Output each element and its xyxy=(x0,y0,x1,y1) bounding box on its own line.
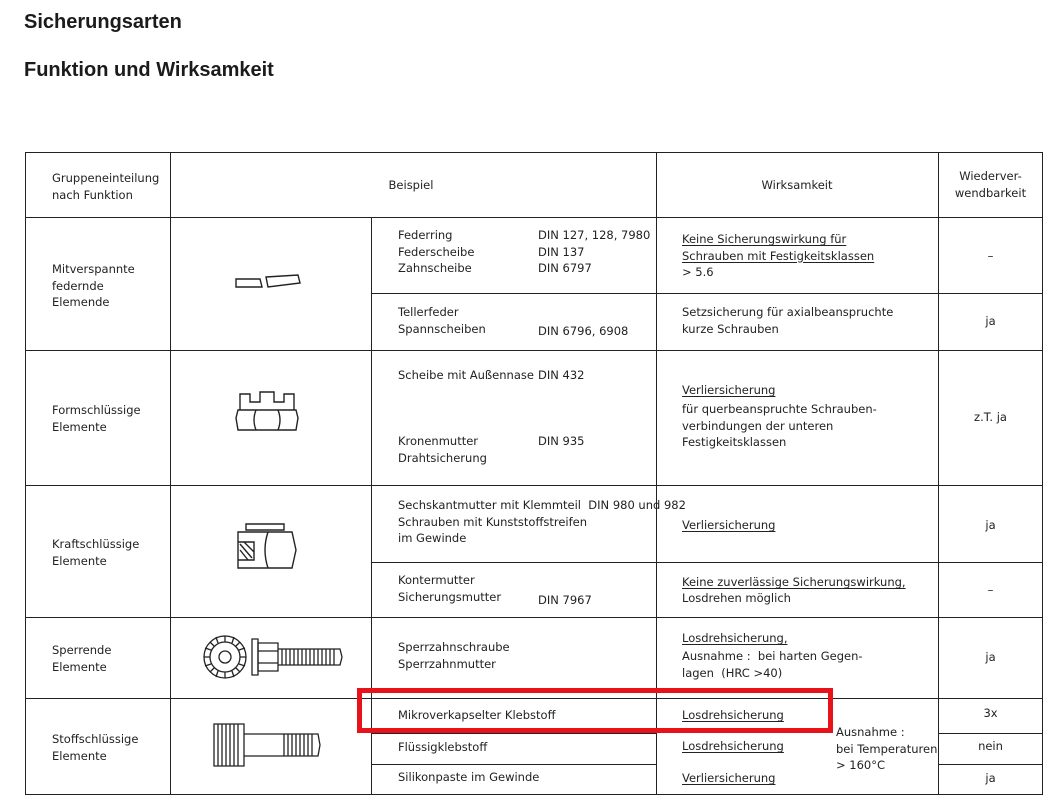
sub-row-divider xyxy=(938,764,1043,765)
group-label: Formschlüssige Elemente xyxy=(52,403,141,434)
effect-text: Losdrehen möglich xyxy=(682,591,791,605)
reusability: ja xyxy=(985,650,996,664)
reusability: ja xyxy=(985,771,996,785)
effect-text: Ausnahme : bei harten Gegen- lagen (HRC >40) xyxy=(682,649,863,680)
row-divider xyxy=(25,217,1043,218)
effect-underlined: Verliersicherung xyxy=(682,383,776,397)
header-wirksamkeit: Wirksamkeit xyxy=(761,178,833,192)
group-label: Sperrende Elemente xyxy=(52,643,112,674)
castle-nut-icon xyxy=(232,388,302,436)
sub-row-divider xyxy=(371,764,656,765)
row-divider xyxy=(25,485,1043,486)
spring-washer-icon xyxy=(232,271,304,293)
din-norms: DIN 7967 xyxy=(538,593,592,607)
effect-underlined: Verliersicherung xyxy=(682,771,776,785)
effect-underlined: Losdrehsicherung xyxy=(682,739,784,753)
effect-underlined: Losdrehsicherung, xyxy=(682,631,788,645)
reusability: nein xyxy=(978,739,1003,753)
effect-text: > 5.6 xyxy=(682,265,714,279)
example-items: Flüssigklebstoff xyxy=(398,740,488,754)
effect-text: Setzsicherung für axialbeanspruchte kurze Schrauben xyxy=(682,305,894,336)
din-norms: DIN 935 xyxy=(538,434,585,448)
row-divider xyxy=(25,617,1043,618)
reusability: z.T. ja xyxy=(974,410,1007,424)
effect-underlined: Verliersicherung xyxy=(682,518,776,532)
page-subtitle: Funktion und Wirksamkeit xyxy=(24,59,274,81)
reusability: – xyxy=(987,249,994,263)
group-label: Stoffschlüssige Elemente xyxy=(52,732,139,763)
header-beispiel: Beispiel xyxy=(388,178,434,192)
group-label: Kraftschlüssige Elemente xyxy=(52,537,140,568)
highlight-box xyxy=(357,688,833,733)
example-items: Sperrzahnschraube Sperrzahnmutter xyxy=(398,640,510,671)
effect-underlined: Keine Sicherungswirkung für Schrauben mit Festigkeitsklassen xyxy=(682,232,875,263)
temperature-note: Ausnahme : bei Temperaturen > 160°C xyxy=(836,725,938,772)
example-items: Mikroverkapselter Klebstoff xyxy=(398,708,556,722)
header-wiederverwendbarkeit: Wiederver- wendbarkeit xyxy=(954,169,1027,200)
sub-row-divider xyxy=(938,733,1043,734)
reusability: 3x xyxy=(983,706,998,720)
example-items: Tellerfeder Spannscheiben xyxy=(398,305,486,336)
reusability: – xyxy=(987,583,994,597)
din-norms: DIN 127, 128, 7980 DIN 137 DIN 6797 xyxy=(538,228,651,275)
effect-underlined: Losdrehsicherung xyxy=(682,708,784,722)
example-items: Kronenmutter Drahtsicherung xyxy=(398,434,487,465)
reusability: ja xyxy=(985,518,996,532)
example-items: Federring Federscheibe Zahnscheibe xyxy=(398,228,475,275)
socket-head-screw-icon xyxy=(210,720,324,770)
effect-text: für querbeanspruchte Schrauben- verbindungen der unteren Festigkeitsklassen xyxy=(682,402,877,449)
page-title: Sicherungsarten xyxy=(24,11,182,33)
example-items: Kontermutter Sicherungsmutter xyxy=(398,573,502,604)
sub-row-divider xyxy=(371,733,656,734)
example-items: Silikonpaste im Gewinde xyxy=(398,770,540,784)
example-items: Scheibe mit Außennase xyxy=(398,368,534,382)
header-gruppe: Gruppeneinteilung nach Funktion xyxy=(52,171,160,202)
reusability: ja xyxy=(985,314,996,328)
row-divider xyxy=(25,350,1043,351)
example-items: Sechskantmutter mit Klemmteil DIN 980 und 982 Schrauben mit Kunststoffstreifen im Gewinde xyxy=(398,498,686,545)
lock-nut-icon xyxy=(234,520,300,572)
din-norms: DIN 6796, 6908 xyxy=(538,324,629,338)
effect-underlined: Keine zuverlässige Sicherungswirkung, xyxy=(682,575,906,589)
din-norms: DIN 432 xyxy=(538,368,585,382)
serrated-flange-screw-icon xyxy=(200,631,346,683)
sub-row-divider xyxy=(371,562,1043,563)
sub-row-divider xyxy=(371,293,1043,294)
group-label: Mitverspannte federnde Elemende xyxy=(52,262,135,309)
